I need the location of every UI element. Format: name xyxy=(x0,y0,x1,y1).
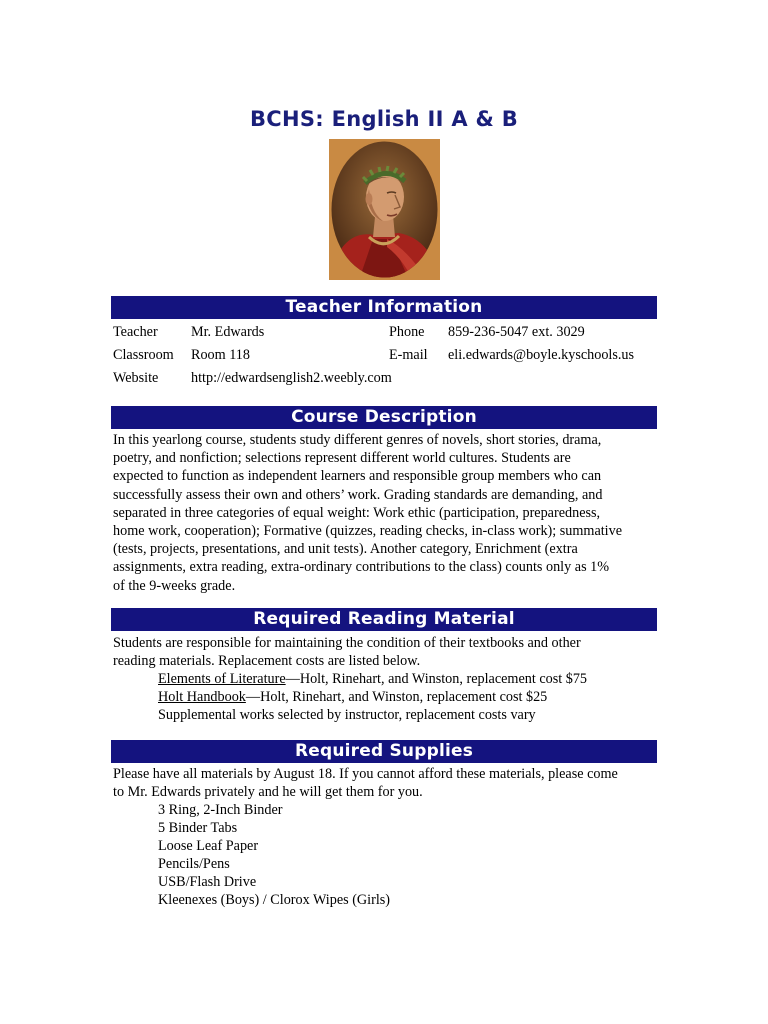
paragraph-line: expected to function as independent learners and responsible group members who can xyxy=(113,468,602,485)
supply-item: USB/Flash Drive xyxy=(158,874,257,890)
email-value: eli.edwards@boyle.kyschools.us xyxy=(448,347,635,363)
section-header-required-reading: Required Reading Material xyxy=(111,608,657,631)
paragraph-line: assignments, extra reading, extra-ordinary contributions to the class) counts only as 1% xyxy=(113,559,610,576)
book-title: Elements of Literature xyxy=(158,671,286,687)
book-details: Supplemental works selected by instructor, replacement costs vary xyxy=(158,707,536,723)
course-description-paragraph xyxy=(113,431,658,595)
paragraph-line: reading materials. Replacement costs are listed below. xyxy=(113,653,421,670)
email-label: E-mail xyxy=(389,347,428,363)
paragraph-line: Please have all materials by August 18. If you cannot afford these materials, please come xyxy=(113,766,618,782)
portrait-of-julius-caesar-icon xyxy=(329,139,440,280)
supply-item: 5 Binder Tabs xyxy=(158,820,238,836)
paragraph-line: successfully assess their own and others’ work. Grading standards are demanding, and xyxy=(113,486,603,503)
book-details: —Holt, Rinehart, and Winston, replacement cost $75 xyxy=(285,671,588,687)
paragraph-line: home work, cooperation); Formative (quizzes, reading checks, in-class work); summative xyxy=(113,523,623,540)
book-title: Holt Handbook xyxy=(158,689,246,705)
page-title: BCHS: English II A & B xyxy=(249,107,519,131)
supply-item: 3 Ring, 2-Inch Binder xyxy=(158,802,283,818)
teacher-label: Teacher xyxy=(113,324,158,340)
reading-intro-paragraph xyxy=(113,634,658,670)
website-label: Website xyxy=(113,370,159,386)
supply-item: Pencils/Pens xyxy=(158,856,230,872)
supply-item: Loose Leaf Paper xyxy=(158,838,259,854)
phone-value: 859-236-5047 ext. 3029 xyxy=(448,324,585,340)
reading-item xyxy=(158,688,547,706)
supplies-intro-paragraph xyxy=(113,765,658,801)
classroom-value: Room 118 xyxy=(191,347,250,363)
section-header-course-description: Course Description xyxy=(111,406,657,429)
classroom-label: Classroom xyxy=(113,347,174,363)
website-value: http://edwardsenglish2.weebly.com xyxy=(191,370,392,386)
section-header-required-supplies: Required Supplies xyxy=(111,740,657,763)
portrait-image xyxy=(329,139,440,280)
book-details: —Holt, Rinehart, and Winston, replacement cost $25 xyxy=(245,689,548,705)
reading-item xyxy=(158,706,536,724)
section-header-teacher-information: Teacher Information xyxy=(111,296,657,319)
paragraph-line: (tests, projects, presentations, and unit tests). Another category, Enrichment (extra xyxy=(113,541,578,558)
reading-item xyxy=(158,670,587,688)
paragraph-line: In this yearlong course, students study different genres of novels, short stories, drama, xyxy=(113,432,602,448)
paragraph-line: to Mr. Edwards privately and he will get them for you. xyxy=(113,784,423,801)
paragraph-line: of the 9-weeks grade. xyxy=(113,577,236,594)
teacher-value: Mr. Edwards xyxy=(191,324,265,340)
phone-label: Phone xyxy=(389,324,425,340)
paragraph-line: separated in three categories of equal weight: Work ethic (participation, preparedness, xyxy=(113,504,601,521)
supply-item: Kleenexes (Boys) / Clorox Wipes (Girls) xyxy=(158,892,391,908)
paragraph-line: poetry, and nonfiction; selections represent different world cultures. Students are xyxy=(113,450,571,467)
paragraph-line: Students are responsible for maintaining the condition of their textbooks and other xyxy=(113,635,581,651)
